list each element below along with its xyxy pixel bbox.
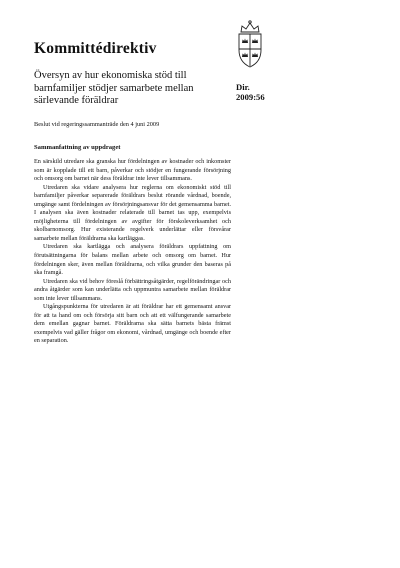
summary-paragraph: Utgångspunkterna för utredaren är att föräldrar har ett gemensamt ansvar för att ta hand om och försörja sitt barn och att ett välfungerande samarbete dem emellan gagnar barnet. Föräldrarna ska sätta barnets bästa främst exempelvis vad gäller frågor om ekonomi, vårdnad, umgänge och boende efter en separation. bbox=[34, 303, 231, 345]
directive-number: 2009:56 bbox=[236, 92, 265, 102]
directive-label: Dir. bbox=[236, 82, 250, 92]
decision-line: Beslut vid regeringssammanträde den 4 juni 2009 bbox=[34, 121, 160, 128]
section-heading: Sammanfattning av uppdraget bbox=[34, 144, 121, 151]
swedish-royal-crest-icon bbox=[232, 18, 268, 70]
document-title: Översyn av hur ekonomiska stöd till barnfamiljer stödjer samarbete mellan särlevande föräldrar bbox=[34, 70, 194, 106]
summary-paragraph: Utredaren ska vid behov föreslå förbättringsåtgärder, regelförändringar och andra åtgärder som kan underlätta och uppmuntra samarbete mellan föräldrar som inte lever tillsammans. bbox=[34, 277, 231, 302]
document-type-heading: Kommittédirektiv bbox=[34, 40, 157, 57]
summary-paragraph: En särskild utredare ska granska hur fördelningen av kostnader och inkomster som är kopplade till ett barn, påverkar och stödjer en fungerande försörjning och omsorg om barnet när dess föräldrar inte lever tillsammans. bbox=[34, 158, 231, 183]
summary-paragraph: Utredaren ska kartlägga och analysera föräldrars uppfattning om förutsättningarna för balans mellan arbete och omsorg om barnet. Hur fördelningen sker, även mellan föräldrarna, och vilka grunder den baseras på ska framgå. bbox=[34, 243, 231, 277]
summary-paragraph: Utredaren ska vidare analysera hur reglerna om ekonomiskt stöd till barnfamiljer påverkar separerade föräldrars beslut rörande vårdnad, boende, umgänge samt fördelningen av försörjningsansvar för det gemensamma barnet. I analysen ska även kostnader relaterade till barnet tas upp, exempelvis möjligheterna till fördelningen av avgifter för förskoleverksamhet och skolbarnomsorg. Hur existerande regelverk underlättar eller försvårar samarbete mellan föräldrarna ska kartläggas. bbox=[34, 183, 231, 242]
summary-section bbox=[34, 144, 231, 346]
